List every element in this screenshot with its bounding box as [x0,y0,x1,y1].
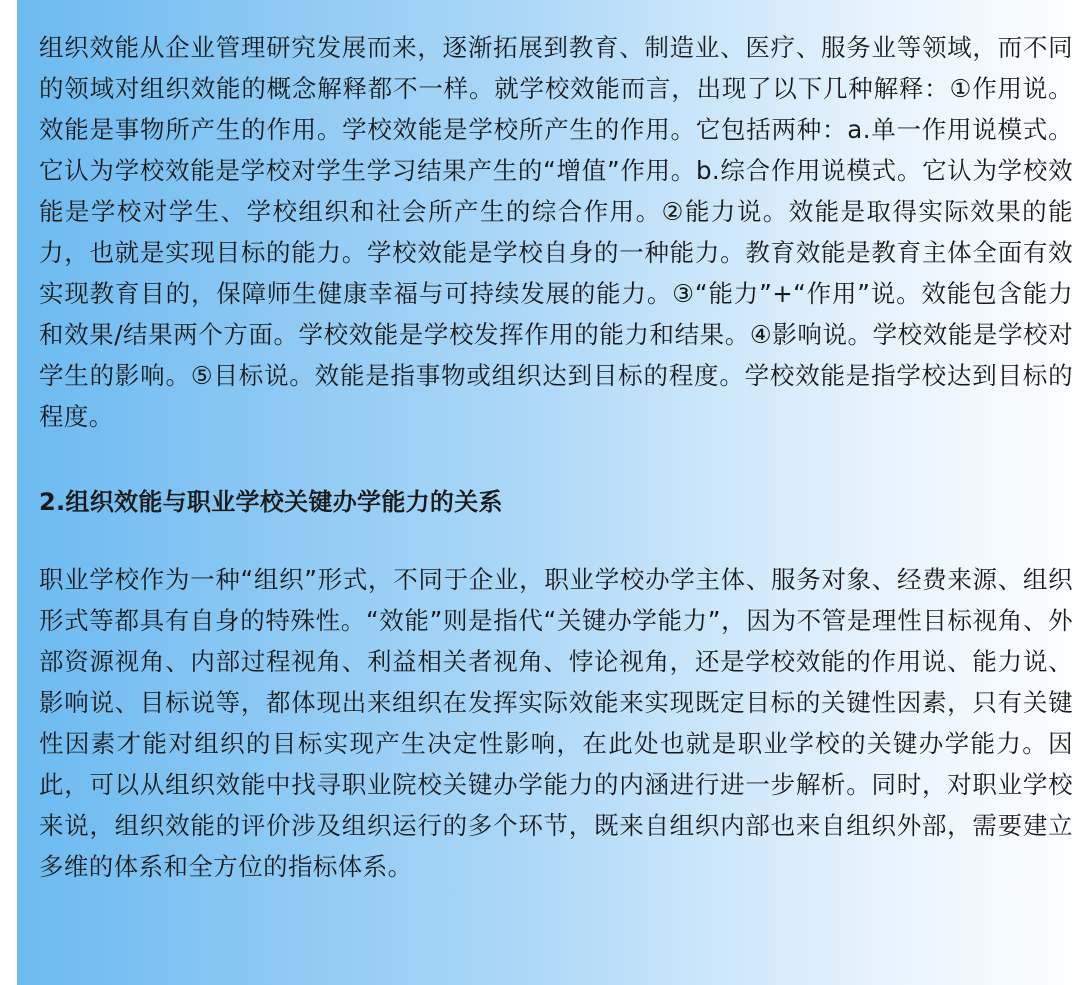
section-heading: 2.组织效能与职业学校关键办学能力的关系 [39,488,503,516]
paragraph-key-capability: 职业学校作为一种“组织”形式，不同于企业，职业学校办学主体、服务对象、经费来源、组织形式等都具有自身的特殊性。“效能”则是指代“关键办学能力”，因为不管是理性目标视角、外部资源视角、内部过程视角、利益相关者视角、悖论视角，还是学校效能的作用说、能力说、影响说、目标说等，都体现出来组织在发挥实际效能来实现既定目标的关键性因素，只有关键性因素才能对组织的目标实现产生决定性影响，在此处也就是职业学校的关键办学能力。因此，可以从组织效能中找寻职业院校关键办学能力的内涵进行进一步解析。同时，对职业学校来说，组织效能的评价涉及组织运行的多个环节，既来自组织内部也来自组织外部，需要建立多维的体系和全方位的指标体系。 [39,565,1073,881]
paragraph-school-effectiveness: 组织效能从企业管理研究发展而来，逐渐拓展到教育、制造业、医疗、服务业等领域，而不同的领域对组织效能的概念解释都不一样。就学校效能而言，出现了以下几种解释：①作用说。效能是事物所产生的作用。学校效能是学校所产生的作用。它包括两种：a.单一作用说模式。它认为学校效能是学校对学生学习结果产生的“增值”作用。b.综合作用说模式。它认为学校效能是学校对学生、学校组织和社会所产生的综合作用。②能力说。效能是取得实际效果的能力，也就是实现目标的能力。学校效能是学校自身的一种能力。教育效能是教育主体全面有效实现教育目的，保障师生健康幸福与可持续发展的能力。③“能力”+“作用”说。效能包含能力和效果/结果两个方面。学校效能是学校发挥作用的能力和结果。④影响说。学校效能是学校对学生的影响。⑤目标说。效能是指事物或组织达到目标的程度。学校效能是指学校达到目标的程度。 [39,33,1073,431]
document-page [17,0,1091,985]
